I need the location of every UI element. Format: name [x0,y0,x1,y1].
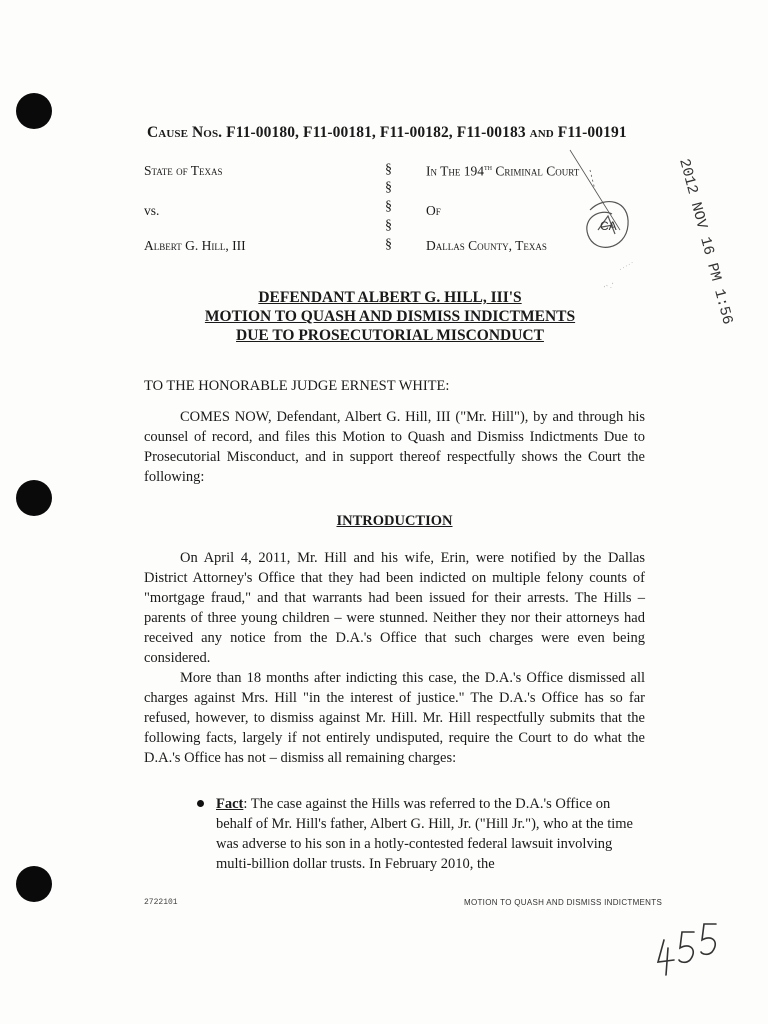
motion-title [180,288,600,345]
section-symbol: § [385,162,392,177]
caption-court: In The 194th Criminal Court [426,163,580,179]
title-line: DUE TO PROSECUTORIAL MISCONDUCT [236,327,544,344]
title-line: MOTION TO QUASH AND DISMISS INDICTMENTS [204,308,576,325]
title-line: DEFENDANT ALBERT G. HILL, III'S [258,289,522,306]
punch-hole [16,93,52,129]
caption-of: Of [426,203,441,218]
bullet-marker [197,800,204,807]
section-symbol: § [385,180,392,195]
svg-text:. . . . .: . . . . . [618,259,635,272]
stamp-date: 2012 NOV 16 PM 1:56 [675,156,736,327]
section-heading: INTRODUCTION [336,513,453,529]
section-symbol: § [385,218,392,233]
opening-paragraph: COMES NOW, Defendant, Albert G. Hill, III ("Mr. Hill"), by and through his counsel of record, and files this Motion to Quash and Dismiss Indictments Due to Prosecutorial Misconduct, and in support thereof respectfully shows the Court the following: [144,409,645,485]
section-symbol: § [385,237,392,252]
caption-county: Dallas County, Texas [426,238,547,253]
caption-versus: vs. [144,203,160,218]
salutation: TO THE HONORABLE JUDGE ERNEST WHITE: [144,378,450,394]
section-symbol: § [385,199,392,214]
caption-party-defendant: Albert G. Hill, III [144,238,246,253]
svg-text:' ' . ': ' ' . ' [603,282,616,292]
body-paragraph: On April 4, 2011, Mr. Hill and his wife, Erin, were notified by the Dallas District Attorney's Office that they had been indicted on multiple felony counts of "mortgage fraud," and that warrants had been issued for their arrests. The Hills – parents of three young children – were stunned. Neither they nor their attorneys had received any notice from the D.A.'s Office that such charges were even being considered. [144,550,645,666]
punch-hole [16,866,52,902]
handwritten-page-number [654,920,724,980]
stamp-initials: CA [600,219,617,233]
caption-party-state: State of Texas [144,163,223,178]
cause-numbers: Cause Nos. F11-00180, F11-00181, F11-00182, F11-00183 and F11-00191 [147,124,627,141]
document-id: 2722101 [144,898,178,907]
running-footer: MOTION TO QUASH AND DISMISS INDICTMENTS [464,898,663,907]
body-paragraph: More than 18 months after indicting this case, the D.A.'s Office dismissed all charges against Mrs. Hill "in the interest of justice." The D.A.'s Office has so far refused, however, to dismiss against Mr. Hill. Mr. Hill respectfully submits that the following facts, largely if not entirely undisputed, require the Court to do what the D.A.'s Office has not – dismiss all remaining charges: [144,670,645,766]
punch-hole [16,480,52,516]
fact-bullet: Fact: The case against the Hills was referred to the D.A.'s Office on behalf of Mr. Hill's father, Albert G. Hill, Jr. ("Hill Jr."), who at the time was adverse to his son in a hotly-contested federal lawsuit involving multi-billion dollar trusts. In February 2010, the [216,796,633,872]
